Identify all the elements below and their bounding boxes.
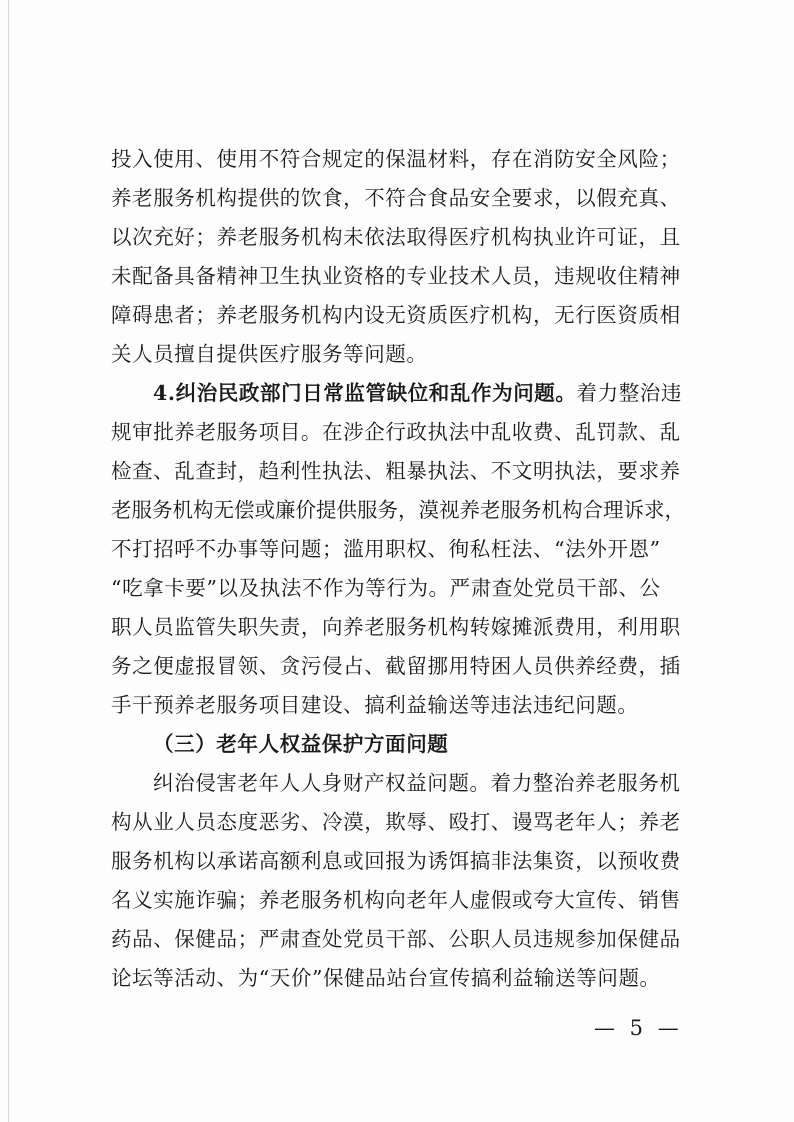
- paragraph-3-line: 名义实施诈骗；养老服务机构向老年人虚假或夸大宣传、销售: [111, 888, 681, 912]
- paragraph-2-line: 不打招呼不办事等问题；滥用职权、徇私枉法、“法外开恩”: [111, 537, 661, 561]
- paragraph-3-line: 纠治侵害老年人人身财产权益问题。着力整治养老服务机: [153, 771, 681, 795]
- document-body: [111, 140, 701, 998]
- paragraph-1-line: 未配备具备精神卫生执业资格的专业技术人员，违规收住精神: [111, 264, 681, 288]
- paragraph-1-line: 关人员擅自提供医疗服务等问题。: [111, 342, 428, 366]
- paragraph-3-line: 药品、保健品；严肃查处党员干部、公职人员违规参加保健品: [111, 927, 681, 951]
- paragraph-2-first-line: [111, 374, 701, 413]
- paragraph-1-line: 以次充好；养老服务机构未依法取得医疗机构执业许可证，且: [111, 225, 681, 249]
- section-heading: （三）老年人权益保护方面问题: [153, 732, 449, 756]
- paragraph-2-first-line-text: 着力整治违: [576, 381, 682, 405]
- paragraph-2-line: 规审批养老服务项目。在涉企行政执法中乱收费、乱罚款、乱: [111, 420, 681, 444]
- paragraph-2-line: 手干预养老服务项目建设、搞利益输送等违法违纪问题。: [111, 693, 639, 717]
- paragraph-2-line: 老服务机构无偿或廉价提供服务，漠视养老服务机构合理诉求，: [111, 498, 685, 522]
- paragraph-2-line: 职人员监管失职失责，向养老服务机构转嫁摊派费用，利用职: [111, 615, 681, 639]
- page-number: — 5 —: [594, 1016, 683, 1040]
- item-4-heading: 4.纠治民政部门日常监管缺位和乱作为问题。: [153, 381, 577, 405]
- paragraph-1-line: 障碍患者；养老服务机构内设无资质医疗机构，无行医资质相: [111, 303, 681, 327]
- paragraph-2-line: “吃拿卡要”以及执法不作为等行为。严肃查处党员干部、公: [111, 576, 661, 600]
- paragraph-2-line: 务之便虚报冒领、贪污侵占、截留挪用特困人员供养经费，插: [111, 654, 681, 678]
- paragraph-3-line: 服务机构以承诺高额利息或回报为诱饵搞非法集资，以预收费: [111, 849, 681, 873]
- page-edge-line: [8, 0, 9, 1122]
- paragraph-3-line: 构从业人员态度恶劣、冷漠，欺辱、殴打、谩骂老年人；养老: [111, 810, 681, 834]
- paragraph-3-line: 论坛等活动、为“天价”保健品站台宣传搞利益输送等问题。: [111, 966, 661, 990]
- paragraph-1-line: 投入使用、使用不符合规定的保温材料，存在消防安全风险；: [111, 147, 681, 171]
- paragraph-2-line: 检查、乱查封，趋利性执法、粗暴执法、不文明执法，要求养: [111, 459, 681, 483]
- paragraph-1-line: 养老服务机构提供的饮食，不符合食品安全要求，以假充真、: [111, 186, 681, 210]
